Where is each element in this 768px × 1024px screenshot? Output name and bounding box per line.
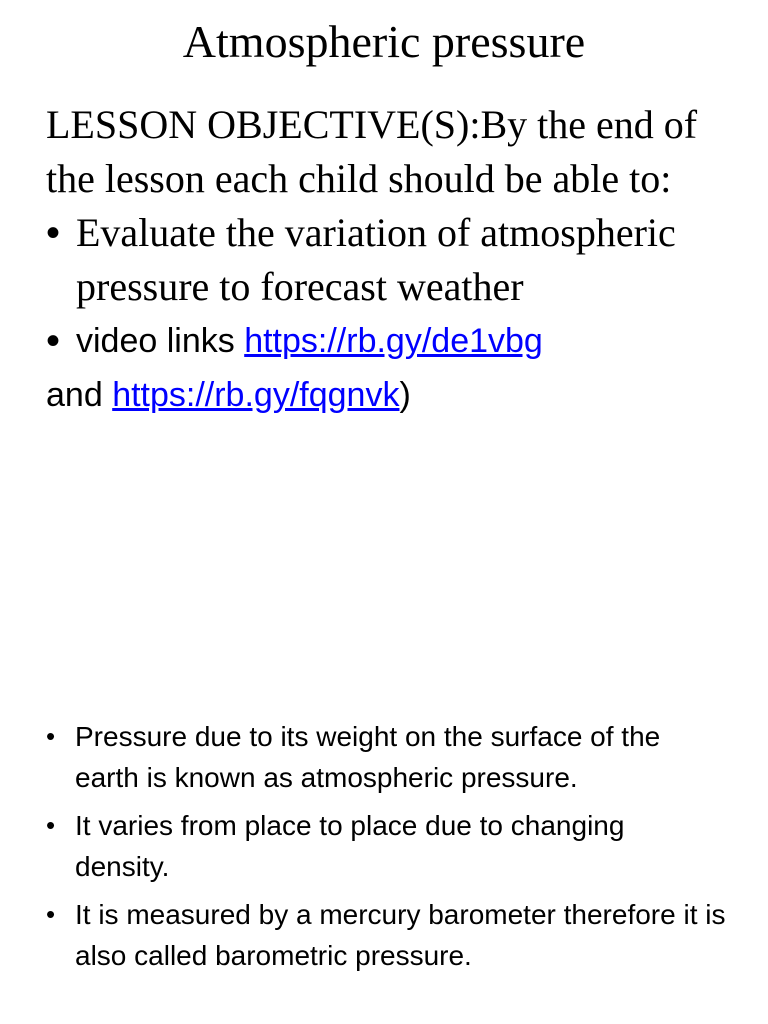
video-links-continuation [46, 368, 736, 422]
fact-text: It is measured by a mercury barometer therefore it is also called barometric pressure. [75, 899, 726, 971]
facts-section [46, 716, 726, 983]
bullet-icon: • [46, 319, 61, 363]
video-links-label: video links [76, 322, 245, 360]
video-link-1[interactable]: https://rb.gy/de1vbg [244, 322, 543, 360]
facts-list [46, 716, 726, 976]
fact-text: Pressure due to its weight on the surface of the earth is known as atmospheric pressure. [75, 721, 661, 793]
fact-item [46, 894, 726, 976]
objectives-section [46, 98, 736, 422]
fact-item [46, 805, 726, 887]
video-link-2[interactable]: https://rb.gy/fqgnvk [112, 376, 400, 414]
bullet-icon: • [46, 899, 56, 929]
objective-intro: LESSON OBJECTIVE(S):By the end of the lesson each child should be able to: [46, 102, 698, 201]
objective-list [46, 206, 736, 368]
video-links-closing: ) [399, 376, 411, 414]
slide-title: Atmospheric pressure [182, 16, 586, 67]
fact-item [46, 716, 726, 798]
video-links-item [46, 314, 736, 368]
bullet-icon: • [46, 211, 61, 255]
bullet-icon: • [46, 721, 56, 751]
bullet-icon: • [46, 810, 56, 840]
objective-item [46, 206, 736, 314]
video-links-connector: and [46, 376, 113, 414]
fact-text: It varies from place to place due to changing density. [75, 810, 625, 882]
objective-text: Evaluate the variation of atmospheric pressure to forecast weather [76, 210, 676, 309]
